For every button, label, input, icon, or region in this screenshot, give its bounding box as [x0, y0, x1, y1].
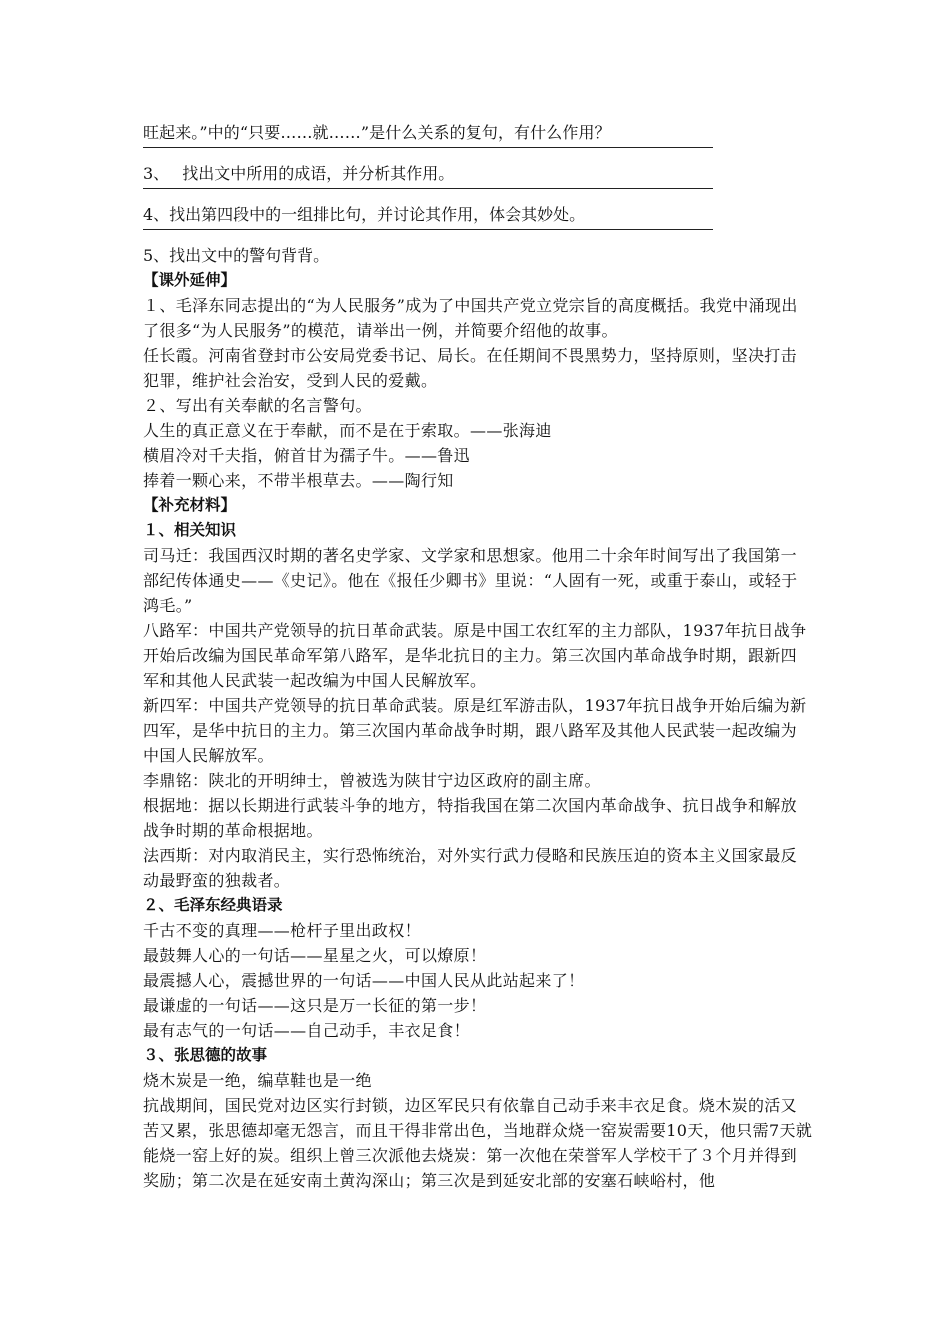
knowledge-entry: 司马迁：我国西汉时期的著名史学家、文学家和思想家。他用二十余年时间写出了我国第一部纪传体通史——《史记》。他在《报任少卿书》里说：“人固有一死，或重于泰山，或轻于鸿毛。”	[143, 546, 798, 615]
story-title: 烧木炭是一绝，编草鞋也是一绝	[143, 1071, 372, 1090]
answer-line	[143, 147, 713, 148]
extension-question-2: ２、写出有关奉献的名言警句。	[143, 396, 372, 415]
knowledge-entry: 根据地：据以长期进行武装斗争的地方，特指我国在第二次国内革命战争、抗日战争和解放战争时期的革命根据地。	[143, 796, 798, 840]
supplement-heading: 【补充材料】	[143, 496, 237, 514]
knowledge-entry: 新四军：中国共产党领导的抗日革命武装。原是红军游击队，1937年抗日战争开始后编为新四军，是华中抗日的主力。第三次国内革命战争时期，跟八路军及其他人民武装一起改编为中国人民解放军。	[143, 696, 807, 765]
knowledge-entry: 李鼎铭：陕北的开明绅士，曾被选为陕甘宁边区政府的副主席。	[143, 771, 601, 790]
extension-answer-1: 任长霞。河南省登封市公安局党委书记、局长。在任期间不畏黑势力，坚持原则，坚决打击犯罪，维护社会治安，受到人民的爱戴。	[143, 346, 798, 390]
question-4-text: 4、找出第四段中的一组排比句，并讨论其作用，体会其妙处。	[143, 205, 586, 224]
answer-line	[143, 229, 713, 230]
subheading-story: ３、张思德的故事	[143, 1046, 268, 1064]
knowledge-entry: 法西斯：对内取消民主，实行恐怖统治，对外实行武力侵略和民族压迫的资本主义国家最反动最野蛮的独裁者。	[143, 846, 798, 890]
subheading-sayings: ２、毛泽东经典语录	[143, 896, 283, 914]
saying-item: 最震撼人心，震撼世界的一句话——中国人民从此站起来了！	[143, 971, 585, 990]
quote-item: 人生的真正意义在于奉献，而不是在于索取。——张海迪	[143, 421, 552, 440]
saying-item: 最有志气的一句话——自己动手，丰衣足食！	[143, 1021, 471, 1040]
question-3-text: 3、 找出文中所用的成语，并分析其作用。	[143, 164, 455, 183]
quote-item: 横眉冷对千夫指，俯首甘为孺子牛。——鲁迅	[143, 446, 471, 465]
quote-item: 捧着一颗心来，不带半根草去。——陶行知	[143, 471, 454, 490]
question-2-text: 旺起来。”中的“只要……就……”是什么关系的复句，有什么作用？	[143, 123, 611, 142]
saying-item: 最谦虚的一句话——这只是万一长征的第一步！	[143, 996, 487, 1015]
saying-item: 千古不变的真理——枪杆子里出政权！	[143, 921, 421, 940]
saying-item: 最鼓舞人心的一句话——星星之火，可以燎原！	[143, 946, 487, 965]
answer-line	[143, 188, 713, 189]
extension-question-1: １、毛泽东同志提出的“为人民服务”成为了中国共产党立党宗旨的高度概括。我党中涌现出了很多“为人民服务”的模范，请举出一例，并简要介绍他的故事。	[143, 296, 798, 340]
knowledge-entry: 八路军：中国共产党领导的抗日革命武装。原是中国工农红军的主力部队，1937年抗日战争开始后改编为国民革命军第八路军，是华北抗日的主力。第三次国内革命战争时期，跟新四军和其他人民武装一起改编为中国人民解放军。	[143, 621, 807, 690]
extension-heading: 【课外延伸】	[143, 271, 237, 289]
question-5-text: 5、找出文中的警句背背。	[143, 246, 330, 265]
story-body: 抗战期间，国民党对边区实行封锁，边区军民只有依靠自己动手来丰衣足食。烧木炭的活又苦又累，张思德却毫无怨言，而且干得非常出色，当地群众烧一窑炭需要10天，他只需7天就能烧一窑上好的炭。组织上曾三次派他去烧炭：第一次他在荣誉军人学校干了３个月并得到奖励；第二次是在延安南土黄沟深山；第三次是到延安北部的安塞石峡峪村，他	[143, 1096, 813, 1190]
document-page	[143, 120, 813, 1193]
subheading-knowledge: １、相关知识	[143, 521, 237, 539]
